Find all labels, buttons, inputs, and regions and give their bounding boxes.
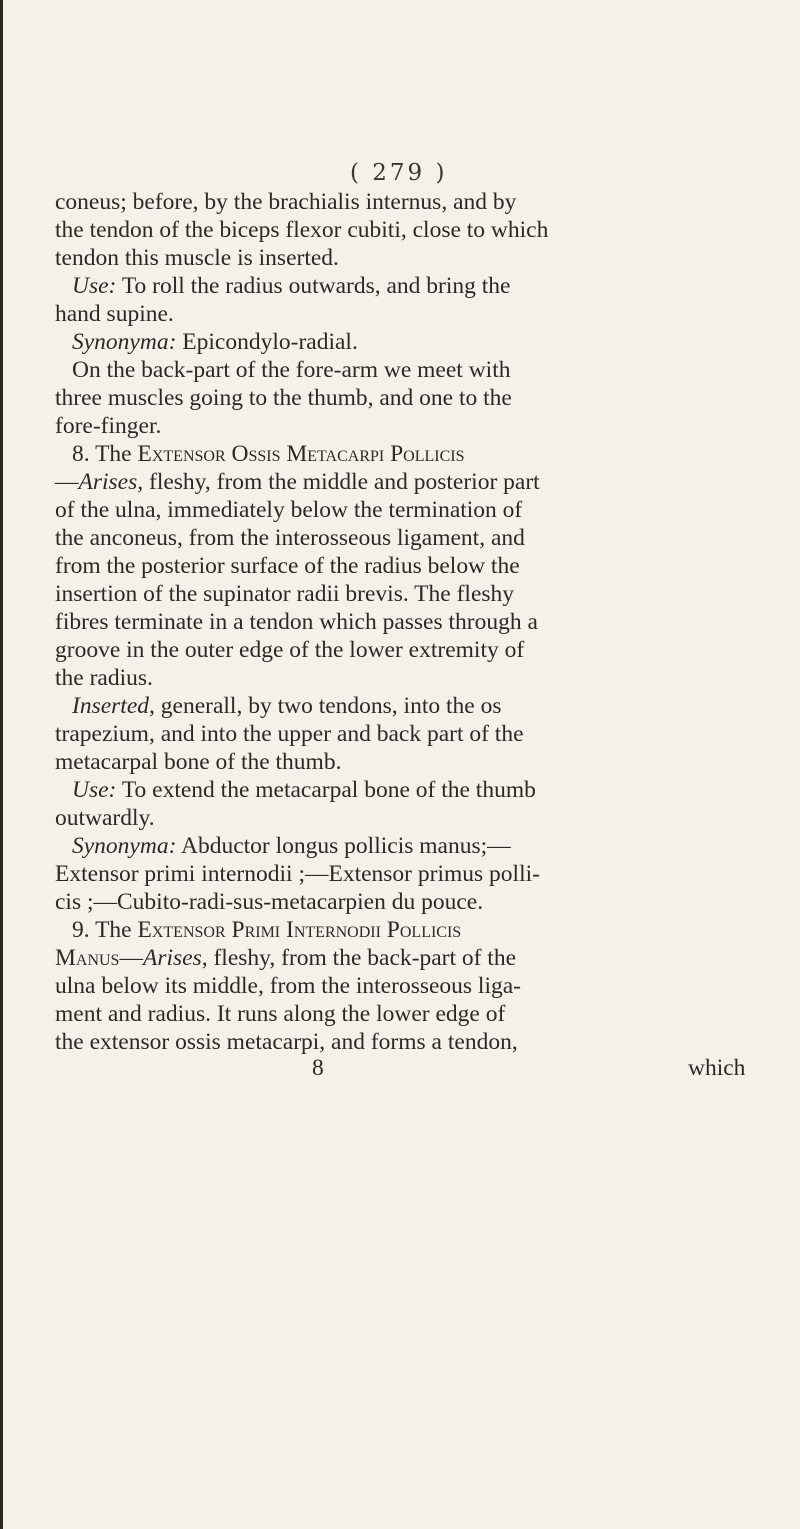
text-line: outwardly. xyxy=(55,805,155,831)
text-line: Manus—Arises, fleshy, from the back-part of the xyxy=(55,945,517,971)
text-line: fore-finger. xyxy=(55,413,162,439)
text-line: Inserted, generall, by two tendons, into the os xyxy=(72,693,502,719)
text-line: Synonyma: Epicondylo-radial. xyxy=(72,329,358,355)
text-line: the radius. xyxy=(55,665,153,691)
text-line: —Arises, fleshy, from the middle and posterior part xyxy=(55,469,540,495)
synonyma-label: Synonyma: xyxy=(72,329,177,355)
muscle-heading-8: 8. The Extensor Ossis Metacarpi Pollicis xyxy=(72,441,465,467)
text-line: insertion of the supinator radii brevis. The fleshy xyxy=(55,581,515,607)
text-line: metacarpal bone of the thumb. xyxy=(55,749,342,775)
muscle-heading-9: 9. The Extensor Primi Internodii Pollicis xyxy=(72,917,462,943)
text-line: of the ulna, immediately below the termination of xyxy=(55,497,523,523)
text-line: ment and radius. It runs along the lower edge of xyxy=(55,1001,506,1027)
text-line: coneus; before, by the brachialis internus, and by xyxy=(55,189,517,215)
signature-mark: 8 xyxy=(312,1055,324,1081)
text-line: Synonyma: Abductor longus pollicis manus;— xyxy=(72,833,511,859)
synonyma-label: Synonyma: xyxy=(72,833,177,859)
catchword: which xyxy=(688,1055,746,1081)
text-line: trapezium, and into the upper and back part of the xyxy=(55,721,524,747)
text-line: hand supine. xyxy=(55,301,174,327)
arises-label: Arises, xyxy=(142,945,208,971)
text-line: the anconeus, from the interosseous ligament, and xyxy=(55,525,525,551)
text-line: from the posterior surface of the radius below the xyxy=(55,553,520,579)
text-line: the tendon of the biceps flexor cubiti, close to which xyxy=(55,217,549,243)
inserted-label: Inserted, xyxy=(72,693,155,719)
page-number: ( 279 ) xyxy=(350,160,448,186)
text-line: groove in the outer edge of the lower extremity of xyxy=(55,637,525,663)
text-line: Extensor primi internodii ;—Extensor primus polli- xyxy=(55,861,540,887)
text-line: ulna below its middle, from the interosseous liga- xyxy=(55,973,521,999)
use-label: Use: xyxy=(72,273,117,299)
page-edge-rule xyxy=(0,0,3,1529)
text-line: cis ;—Cubito-radi-sus-metacarpien du pouce. xyxy=(55,889,484,915)
arises-label: Arises, xyxy=(78,469,144,495)
text-line: Use: To roll the radius outwards, and bring the xyxy=(72,273,511,299)
text-line: the extensor ossis metacarpi, and forms a tendon, xyxy=(55,1029,518,1055)
use-label: Use: xyxy=(72,777,117,803)
text-line: Use: To extend the metacarpal bone of the thumb xyxy=(72,777,536,803)
text-line: three muscles going to the thumb, and one to the xyxy=(55,385,512,411)
text-line: tendon this muscle is inserted. xyxy=(55,245,339,271)
text-line: fibres terminate in a tendon which passes through a xyxy=(55,609,538,635)
text-line: On the back-part of the fore-arm we meet with xyxy=(72,357,511,383)
